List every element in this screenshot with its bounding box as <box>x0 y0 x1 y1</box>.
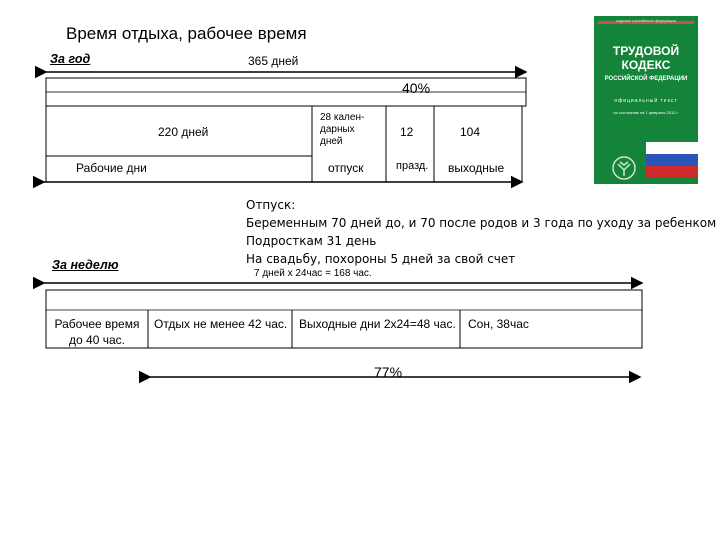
sleep-time-cell: Сон, 38час <box>468 317 529 331</box>
leave-notes <box>246 196 716 268</box>
vacation-days: 28 кален- дарных дней <box>320 112 365 147</box>
holidays-label: празд. <box>396 160 429 172</box>
working-time-cell: Рабочее время до 40 час. <box>54 317 140 347</box>
leave-note-line: Подросткам 31 день <box>246 234 377 248</box>
leave-note-line: Беременным 70 дней до, и 70 после родов и 3 года по уходу за ребенком <box>246 216 717 230</box>
rest-time-cell: Отдых не менее 42 час. <box>154 317 288 331</box>
leave-notes-heading: Отпуск: <box>246 198 296 212</box>
eagle-emblem-icon <box>610 154 638 182</box>
week-label: За неделю <box>52 258 119 272</box>
year-percent: 40% <box>402 80 431 96</box>
book-subtitle: РОССИЙСКОЙ ФЕДЕРАЦИИ <box>604 76 688 82</box>
flag-blue-stripe <box>646 154 698 166</box>
book-title-line1: ТРУДОВОЙ <box>612 44 680 58</box>
book-edition: официальный текст <box>614 98 678 104</box>
flag-white-stripe <box>646 142 698 154</box>
year-label: За год <box>50 52 91 66</box>
year-total-days: 365 дней <box>248 54 299 68</box>
weekends-label: выходные <box>448 161 505 175</box>
flag-red-stripe <box>646 166 698 178</box>
labor-code-book-cover <box>594 16 698 184</box>
page-title: Время отдыха, рабочее время <box>66 24 307 43</box>
book-series: кодексы российской федерации <box>616 18 676 23</box>
book-note: по состоянию на 1 февраля 2012 г. <box>613 110 679 115</box>
leave-note-line: На свадьбу, похороны 5 дней за свой счет <box>246 252 516 266</box>
working-days-count: 220 дней <box>158 125 209 139</box>
weekend-time-cell: Выходные дни 2х24=48 час. <box>299 317 456 331</box>
weekends-count: 104 <box>460 125 481 139</box>
book-title-line2: КОДЕКС <box>621 58 671 72</box>
week-total-hours: 7 дней х 24час = 168 час. <box>254 268 372 279</box>
week-percent: 77% <box>374 364 403 380</box>
vacation-label: отпуск <box>328 161 364 175</box>
working-days-label: Рабочие дни <box>76 161 147 175</box>
holidays-count: 12 <box>400 125 414 139</box>
